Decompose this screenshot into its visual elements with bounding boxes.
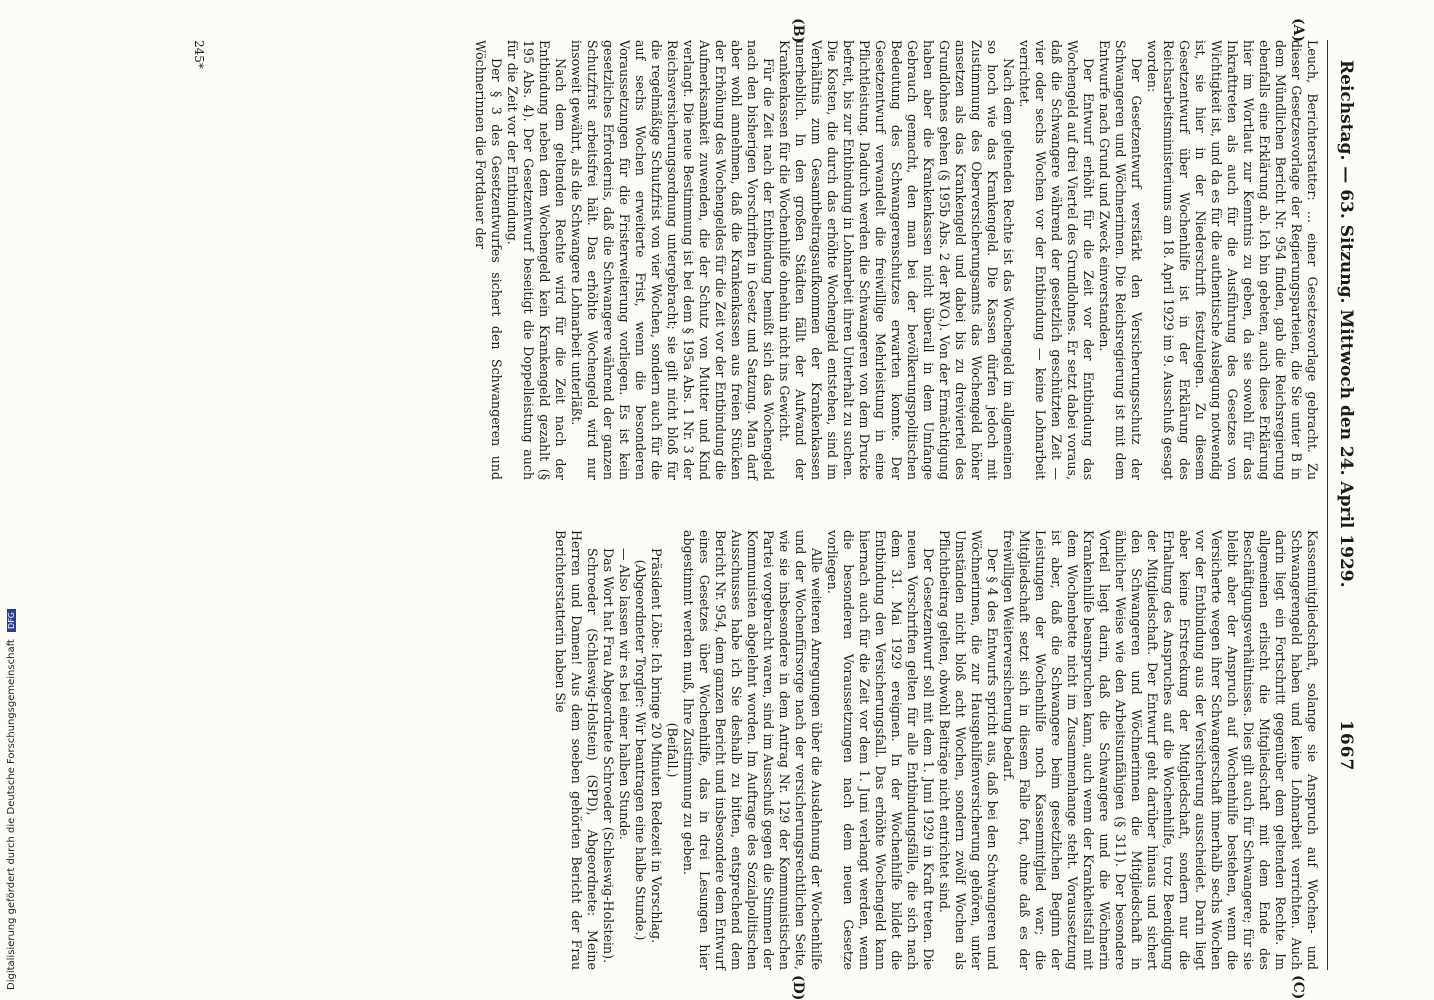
left-column bbox=[472, 40, 1320, 480]
credit-text: Digitalisierung gefördert durch die Deutsche Forschungsgemeinschaft bbox=[6, 639, 17, 990]
paragraph: Der Gesetzentwurf verstärkt den Versicherungsschutz der Schwangeren und Wöchnerinnen. Die Reichsregierung ist mit dem Entwurfe nach Grund und Zweck einverstanden. bbox=[1097, 40, 1144, 480]
document-page bbox=[136, 0, 1386, 1000]
header-title: Reichstag. — 63. Sitzung. Mittwoch den 24. April 1929. bbox=[1336, 60, 1356, 588]
dfg-logo: DFG bbox=[7, 609, 16, 632]
closing-line: Das Wort hat Frau Abgeordnete Schroeder (Schleswig-Holstein). bbox=[601, 548, 616, 964]
page-number: 1667 bbox=[1336, 720, 1356, 772]
paragraph: Der Entwurf erhöht für die Zeit vor der Entbindung das Wochengeld auf drei Viertel des Grundlohnes. Er setzt dabei voraus, daß die Schwangere während der gesetzlich geschützten Zeit — vier oder sechs Wochen vor der Entbindung — keine Lohnarbeit verrichtet. bbox=[1017, 40, 1096, 480]
paragraph: Nach dem geltenden Rechte ist das Wochengeld im allgemeinen so hoch wie das Krankengeld. Die Kassen dürfen jedoch mit Zustimmung des Oberversicherungsamts das Wochengeld höher ansetzen als das Krankengeld und dabei bis zu dreiviertel des Grundlohnes gehen (§ 195b Abs. 2 der RVO.). Von der Ermächtigung haben aber die Krankenkassen nicht überall in dem Umfange Gebrauch gemacht, den man bei der bevölkerungspolitischen Bedeutung des Schwangerenschutzes erwarten konnte. Der Gesetzentwurf verwandelt die freiwillige Mehrleistung in eine Pflichtleistung. Dadurch werden die Schwangeren von dem Drucke befreit, bis zur Entbindung in Lohnarbeit ihren Unterhalt zu suchen. Die Kosten, die durch das erhöhte Wochengeld entstehen, sind im Verhältnis zum Gesamtbeitragsaufkommen der Krankenkassen unerheblich. In den großen Städten fällt der Aufwand der Krankenkassen für die Wochenhilfe ohnehin nicht ins Gewicht. bbox=[777, 40, 1016, 480]
margin-marker-a: (A) bbox=[1290, 18, 1306, 43]
closing-line: — Also lassen wir es bei einer halben Stunde. bbox=[617, 548, 632, 840]
margin-marker-b: (B) bbox=[790, 18, 806, 44]
digitization-sidebar bbox=[0, 0, 136, 1000]
margin-marker-c: (C) bbox=[1290, 975, 1306, 1000]
interjection: (Abgeordneter Torgler: Wir beantragen eine halbe Stunde.) bbox=[633, 559, 648, 941]
margin-marker-d: (D) bbox=[790, 975, 806, 1000]
speaker-statement: Schroeder (Schleswig-Holstein) (SPD), Abgeordnete: Meine Herren und Damen! Aus dem soeben gehörten Bericht der Frau Berichterstatterin haben Sie bbox=[553, 530, 600, 970]
paragraph: Für die Zeit nach der Entbindung bemißt sich das Wochengeld nach den bisherigen Vorschriften in Gesetz und Satzung. Man darf aber wohl annehmen, daß die Krankenkassen aus freien Stücken der Erhöhung des Wochengeldes für die Zeit vor der Entbindung die Aufmerksamkeit zuwenden, die der Schutz von Mutter und Kind verlangt. Die neue Bestimmung ist bei dem § 195a Abs. 1 Nr. 3 der Reichsversicherungsordnung untergebracht; sie gilt nicht bloß für die regelmäßige Schutzfrist von vier Wochen, sondern auch für die auf sechs Wochen erweiterte Frist, wenn die besonderen Voraussetzungen für die Fristerweiterung vorliegen. Es ist kein gesetzliches Erfordernis, daß die Schwangere während der ganzen Schutzfrist arbeitsfrei hält. Das erhöhte Wochengeld wird nur insoweit gewährt, als die Schwangere Lohnarbeit unterläßt. bbox=[569, 40, 776, 480]
paragraph: Kassenmitgliedschaft, solange sie Anspruch auf Wochen- und Schwangerengeld haben und keine Lohnarbeit verrichten. Auch darin liegt ein Fortschritt gegenüber dem geltenden Rechte. Im allgemeinen erlischt die Mitgliedschaft mit dem Ende des Beschäftigungsverhältnisses. Dies gilt auch für Schwangere; für sie bleibt aber der Anspruch auf Wochenhilfe bestehen, wenn die Versicherte wegen ihrer Schwangerschaft innerhalb sechs Wochen vor der Entbindung aus der Versicherung ausscheidet. Darin liegt aber keine Erstreckung der Mitgliedschaft, sondern nur die Erhaltung des Anspruches auf die Wochenhilfe, trotz Beendigung der Mitgliedschaft. Der Entwurf geht darüber hinaus und sichert den Schwangeren und Wöchnerinnen die Mitgliedschaft in ähnlicher Weise wie den Arbeitsunfähigen (§ 311). Der besondere Vorteil liegt darin, daß die Schwangere und die Wöchnerin Krankenhilfe beanspruchen kann, auch wenn der Krankheitsfall mit dem Wochenbette nicht im Zusammenhange steht. Voraussetzung ist aber, daß die Schwangere beim gesetzlichen Beginn der Leistungen der Wochenhilfe noch Kassenmitglied war; die Mitgliedschaft setzt sich in diesem Falle fort, ohne daß es der freiwilligen Weiterversicherung bedarf. bbox=[1001, 530, 1320, 970]
president-statement: Präsident Löbe: Ich bringe 20 Minuten Redezeit in Vorschlag. bbox=[649, 548, 664, 944]
paragraph: Der § 3 des Gesetzentwurfes sichert den Schwangeren und Wöchnerinnen die Fortdauer der bbox=[473, 40, 504, 480]
right-column bbox=[552, 530, 1320, 970]
paragraph: Leuch, Berichterstatter: ... einer Gesetzesvorlage gebracht. Zu dieser Gesetzesvorlage der Regierungsparteien, die Sie unter B in dem Mündlichen Bericht Nr. 954 finden, gab die Reichsregierung ebenfalls eine Erklärung ab. Ich bin gebeten, auch diese Erklärung hier im Wortlaut zur Kenntnis zu geben, da sie sowohl für das Inkrafttreten als auch für die Ausführung des Gesetzes von Wichtigkeit ist, und da es für die authentische Auslegung notwendig ist, sie hier in der Niederschrift festzulegen. Zu diesem Gesetzentwurf über Wochenhilfe ist in der Erklärung des Reichsarbeitsministeriums am 18. April 1929 im 9. Ausschuß gesagt worden: bbox=[1145, 40, 1320, 480]
digitization-credit bbox=[6, 609, 17, 990]
page-header bbox=[1332, 0, 1356, 1000]
paragraph: Der Gesetzentwurf soll mit dem 1. Juni 1929 in Kraft treten. Die neuen Vorschriften gelten für alle Entbindungsfälle, die sich nach dem 31. Mai 1929 ereignen. In der Wochenhilfe bildet die Entbindung den Versicherungsfall. Das erhöhte Wochengeld kann hiernach auch für die Zeit vor dem 1. Juni verlangt werden, wenn die besonderen Voraussetzungen nach dem neuen Gesetze vorliegen. bbox=[825, 530, 936, 970]
applause: (Beifall.) bbox=[665, 722, 680, 778]
paragraph: Der § 4 des Entwurfs spricht aus, daß bei den Schwangeren und Wöchnerinnen, die zur Hausgehilfenversicherung gehören, unter Umständen nicht bloß acht Wochen, sondern zwölf Wochen als Pflichtbeitrag gelten, obwohl Beiträge nicht entrichtet sind. bbox=[937, 530, 1000, 970]
paragraph: Nach dem geltenden Rechte wird für die Zeit nach der Entbindung neben dem Wochengeld kein Krankengeld gezahlt (§ 195 Abs. 4). Der Gesetzentwurf beseitigt die Doppelleistung auch für die Zeit vor der Entbindung. bbox=[505, 40, 568, 480]
header-rule bbox=[1327, 40, 1328, 970]
page-footnote: 245* bbox=[192, 40, 206, 69]
paragraph: Alle weiteren Anregungen über die Ausdehnung der Wochenhilfe und der Wochenfürsorge nach der versicherungsrechtlichen Seite, wie sie insbesondere in dem Antrag Nr. 129 der Kommunistischen Partei vorgebracht waren, sind im Ausschuß gegen die Stimmen der Kommunisten abgelehnt worden. Im Auftrage des Sozialpolitischen Ausschusses habe ich Sie deshalb zu bitten, entsprechend dem Bericht Nr. 954, dem ganzen Bericht und insbesondere dem Entwurf eines Gesetzes über Wochenhilfe, das in drei Lesungen hier abgestimmt werden muß, Ihre Zustimmung zu geben. bbox=[681, 530, 824, 970]
